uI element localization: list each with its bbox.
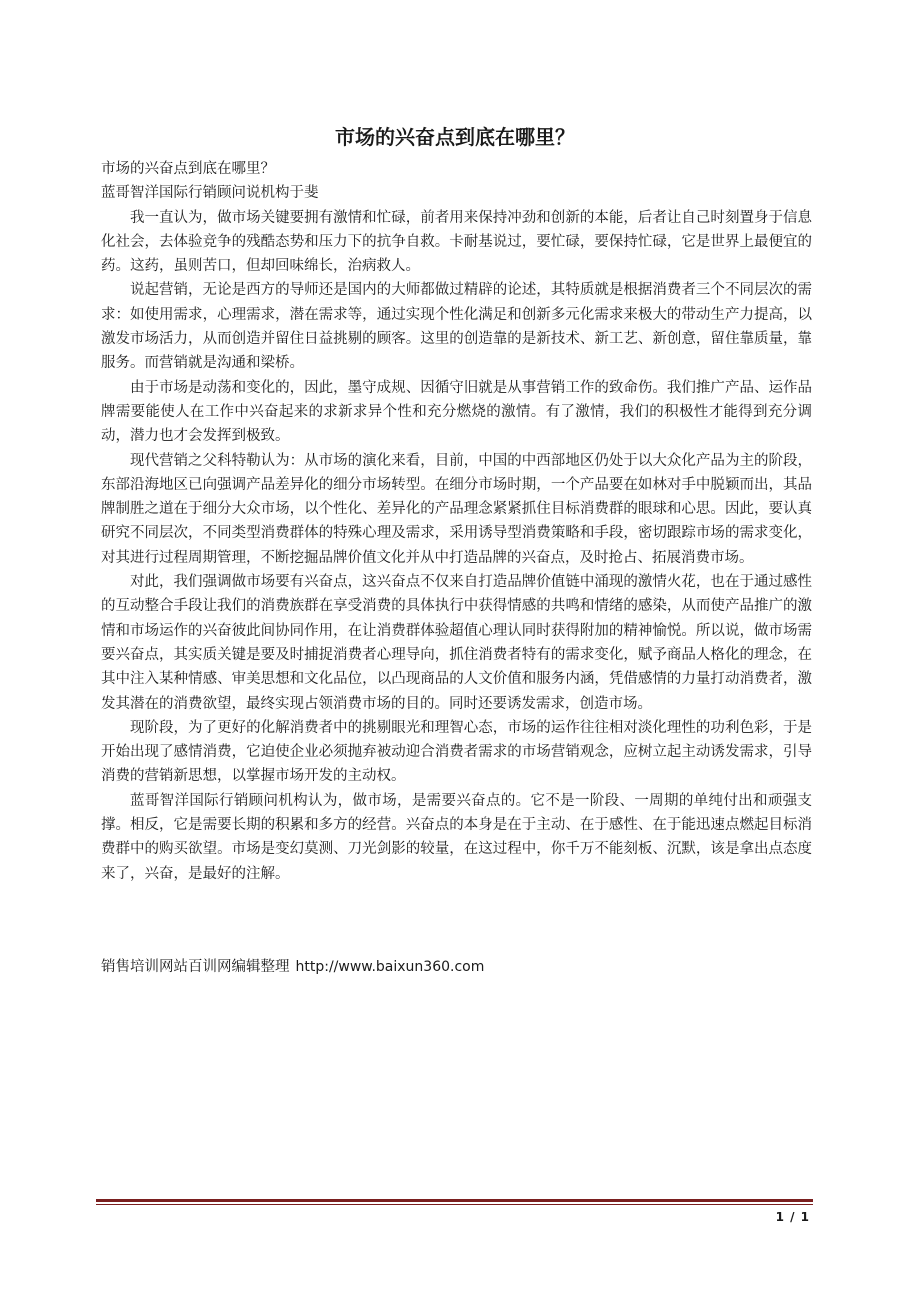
document-body <box>101 157 812 886</box>
author-line: 蓝哥智洋国际行销顾问说机构于斐 <box>101 185 319 202</box>
footer-rule-thick <box>96 1199 813 1202</box>
page-number: 1 / 1 <box>775 1210 810 1224</box>
source-credit-text: 销售培训网站百训网编辑整理 <box>101 959 290 975</box>
paragraph: 我一直认为，做市场关键要拥有激情和忙碌，前者用来保持冲劲和创新的本能，后者让自己时刻置身于信息化社会，去体验竞争的残酷态势和压力下的抗争自救。卡耐基说过，要忙碌，要保持忙碌，它是世界上最便宜的药。这药，虽则苦口，但却回味绵长，治病救人。 <box>101 209 812 275</box>
paragraph: 说起营销，无论是西方的导师还是国内的大师都做过精辟的论述，其特质就是根据消费者三个不同层次的需求：如使用需求，心理需求，潜在需求等，通过实现个性化满足和创新多元化需求来极大的带动生产力提高，以激发市场活力，从而创造并留住日益挑剔的顾客。这里的创造靠的是新技术、新工艺、新创意，留住靠质量，靠服务。而营销就是沟通和梁桥。 <box>101 282 812 372</box>
source-url-link[interactable]: http://www.baixun360.com <box>295 959 485 975</box>
paragraph: 现阶段，为了更好的化解消费者中的挑剔眼光和理智心态，市场的运作往往相对淡化理性的功利色彩，于是开始出现了感情消费，它迫使企业必须抛弃被动迎合消费者需求的市场营销观念，应树立起主动诱发需求，引导消费的营销新思想，以掌握市场开发的主动权。 <box>101 719 812 785</box>
subtitle-line: 市场的兴奋点到底在哪里？ <box>101 161 275 177</box>
paragraph: 由于市场是动荡和变化的，因此，墨守成规、因循守旧就是从事营销工作的致命伤。我们推广产品、运作品牌需要能使人在工作中兴奋起来的求新求异个性和充分燃烧的激情。有了激情，我们的积极性才能得到充分调动，潜力也才会发挥到极致。 <box>101 379 812 445</box>
paragraph: 现代营销之父科特勒认为：从市场的演化来看，目前，中国的中西部地区仍处于以大众化产品为主的阶段，东部沿海地区已向强调产品差异化的细分市场转型。在细分市场时期，一个产品要在如林对手中脱颖而出，其品牌制胜之道在于细分大众市场，以个性化、差异化的产品理念紧紧抓住目标消费群的眼球和心思。因此，要认真研究不同层次，不同类型消费群体的特殊心理及需求，采用诱导型消费策略和手段，密切跟踪市场的需求变化，对其进行过程周期管理，不断挖掘品牌价值文化并从中打造品牌的兴奋点，及时抢占、拓展消费市场。 <box>101 452 812 566</box>
source-credit <box>101 955 484 979</box>
paragraph: 蓝哥智洋国际行销顾问机构认为，做市场，是需要兴奋点的。它不是一阶段、一周期的单纯付出和顽强支撑。相反，它是需要长期的积累和多方的经营。兴奋点的本身是在于主动、在于感性、在于能迅速点燃起目标消费群中的购买欲望。市场是变幻莫测、刀光剑影的较量，在这过程中，你千万不能刻板、沉默，该是拿出点态度来了，兴奋，是最好的注解。 <box>101 792 812 882</box>
paragraph: 对此，我们强调做市场要有兴奋点，这兴奋点不仅来自打造品牌价值链中涌现的激情火花，也在于通过感性的互动整合手段让我们的消费族群在享受消费的具体执行中获得情感的共鸣和情绪的感染，从而使产品推广的激情和市场运作的兴奋彼此间协同作用，在让消费群体验超值心理认同时获得附加的精神愉悦。所以说，做市场需要兴奋点，其实质关键是要及时捕捉消费者心理导向，抓住消费者特有的需求变化，赋予商品人格化的理念，在其中注入某种情感、审美思想和文化品位，以凸现商品的人文价值和服务内涵，凭借感情的力量打动消费者，激发其潜在的消费欲望，最终实现占领消费市场的目的。同时还要诱发需求，创造市场。 <box>101 574 812 712</box>
footer-rule-thin <box>96 1204 813 1205</box>
document-title: 市场的兴奋点到底在哪里？ <box>335 125 575 149</box>
